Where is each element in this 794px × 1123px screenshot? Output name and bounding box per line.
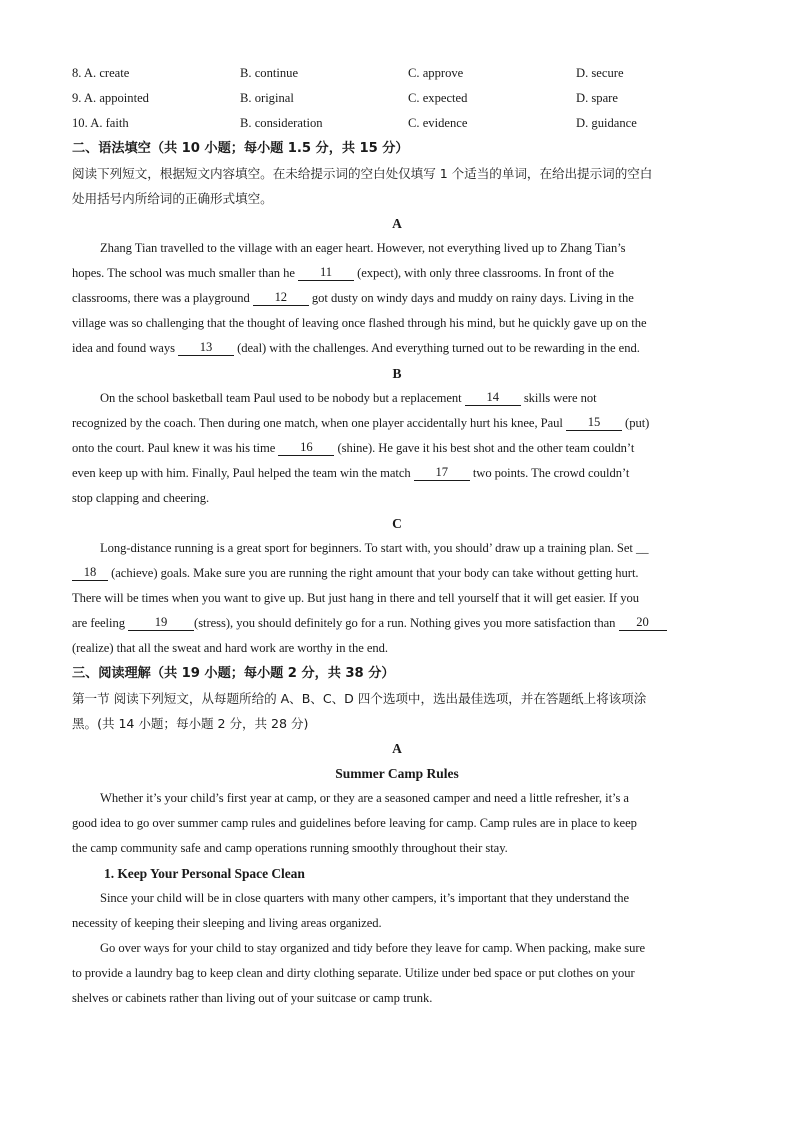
reading-p2-line2: necessity of keeping their sleeping and living areas organized. xyxy=(72,916,382,930)
option-8-d: D. secure xyxy=(576,66,624,80)
reading-p3-line3: shelves or cabinets rather than living out of your suitcase or camp trunk. xyxy=(72,991,433,1005)
section2-heading: 二、语法填空（共 10 小题；每小题 1.5 分，共 15 分） xyxy=(72,141,409,156)
blank-17[interactable]: 17 xyxy=(414,466,470,481)
blank-15[interactable]: 15 xyxy=(566,416,622,431)
reading-p3-line1: Go over ways for your child to stay organized and tidy before they leave for camp. When packing, make sure xyxy=(100,941,646,955)
option-10-b: B. consideration xyxy=(240,116,323,130)
section3-instruction-line2: 黑。(共 14 小题；每小题 2 分，共 28 分) xyxy=(72,716,309,731)
passage-b-line3: onto the court. Paul knew it was his time 16 (shine). He gave it his best shot and the other team couldn’t xyxy=(72,440,635,455)
passage-c-line2: 18 (achieve) goals. Make sure you are running the right amount that your body can take without getting hurt. xyxy=(72,561,722,586)
passage-a-line4: village was so challenging that the thought of leaving once flashed through his mind, but he quickly gave up on the xyxy=(72,316,647,330)
passage-c-line4: are feeling 19 (stress), you should definitely go for a run. Nothing gives you more satisfaction than 20 xyxy=(72,611,722,636)
passage-a-line5: idea and found ways 13 (deal) with the challenges. And everything turned out to be rewarding in the end. xyxy=(72,340,640,355)
passage-c-label: C xyxy=(392,516,402,531)
reading-p3-line2: to provide a laundry bag to keep clean and dirty clothing separate. Utilize under bed space or put clothes on your xyxy=(72,966,635,980)
passage-b-line2: recognized by the coach. Then during one match, when one player accidentally hurt his knee, Paul 15 (put) xyxy=(72,415,650,430)
section2-instruction-line1: 阅读下列短文，根据短文内容填空。在未给提示词的空白处仅填写 1 个适当的单词，在给出提示词的空白 xyxy=(72,166,653,181)
blank-13[interactable]: 13 xyxy=(178,341,234,356)
reading-p1-line1: Whether it’s your child’s first year at camp, or they are a seasoned camper and need a little refresher, it’s a xyxy=(100,791,629,805)
option-10-c: C. evidence xyxy=(408,116,468,130)
blank-11[interactable]: 11 xyxy=(298,266,354,281)
passage-a-label: A xyxy=(392,216,402,231)
reading-p1-line2: good idea to go over summer camp rules and guidelines before leaving for camp. Camp rules are in place to keep xyxy=(72,816,637,830)
reading-p2-line1: Since your child will be in close quarters with many other campers, it’s important that they understand the xyxy=(100,891,630,905)
passage-c-line1: Long-distance running is a great sport for beginners. To start with, you should’ draw up a training plan. Set __ xyxy=(100,541,649,555)
passage-b-line5: stop clapping and cheering. xyxy=(72,491,210,505)
option-9-d: D. spare xyxy=(576,91,618,105)
blank-12[interactable]: 12 xyxy=(253,291,309,306)
blank-20[interactable]: 20 xyxy=(619,616,667,631)
passage-a-line2: hopes. The school was much smaller than he 11 (expect), with only three classrooms. In front of the xyxy=(72,265,614,280)
reading-subheading-1: 1. Keep Your Personal Space Clean xyxy=(104,866,305,881)
passage-b-line1: On the school basketball team Paul used to be nobody but a replacement 14 skills were not xyxy=(100,390,597,405)
option-9-c: C. expected xyxy=(408,91,468,105)
passage-c-line3: There will be times when you want to give up. But just hang in there and tell yourself that it will get easier. If you xyxy=(72,591,639,605)
option-9-a: 9. A. appointed xyxy=(72,91,149,105)
blank-19[interactable]: 19 xyxy=(128,616,194,631)
passage-b-label: B xyxy=(392,366,402,381)
section3-heading: 三、阅读理解（共 19 小题；每小题 2 分，共 38 分） xyxy=(72,666,395,681)
option-8-c: C. approve xyxy=(408,66,464,80)
option-8-a: 8. A. create xyxy=(72,66,130,80)
blank-18[interactable]: 18 xyxy=(72,566,108,581)
passage-a-line3: classrooms, there was a playground 12 got dusty on windy days and muddy on rainy days. Living in the xyxy=(72,290,634,305)
passage-a-line1: Zhang Tian travelled to the village with an eager heart. However, not everything lived up to Zhang Tian’s xyxy=(100,241,626,255)
reading-title: Summer Camp Rules xyxy=(335,766,459,781)
reading-p1-line3: the camp community safe and camp operations running smoothly throughout their stay. xyxy=(72,841,508,855)
passage-b-line4: even keep up with him. Finally, Paul helped the team win the match 17 two points. The crowd couldn’t xyxy=(72,465,630,480)
reading-a-label: A xyxy=(392,741,402,756)
blank-16[interactable]: 16 xyxy=(278,441,334,456)
section2-instruction-line2: 处用括号内所给词的正确形式填空。 xyxy=(72,191,273,206)
option-10-d: D. guidance xyxy=(576,116,637,130)
option-10-a: 10. A. faith xyxy=(72,116,129,130)
section3-instruction-line1: 第一节 阅读下列短文，从每题所给的 A、B、C、D 四个选项中，选出最佳选项，并在答题纸上将该项涂 xyxy=(72,691,647,706)
option-9-b: B. original xyxy=(240,91,294,105)
option-8-b: B. continue xyxy=(240,66,299,80)
blank-14[interactable]: 14 xyxy=(465,391,521,406)
passage-c-line5: (realize) that all the sweat and hard work are worthy in the end. xyxy=(72,641,389,655)
